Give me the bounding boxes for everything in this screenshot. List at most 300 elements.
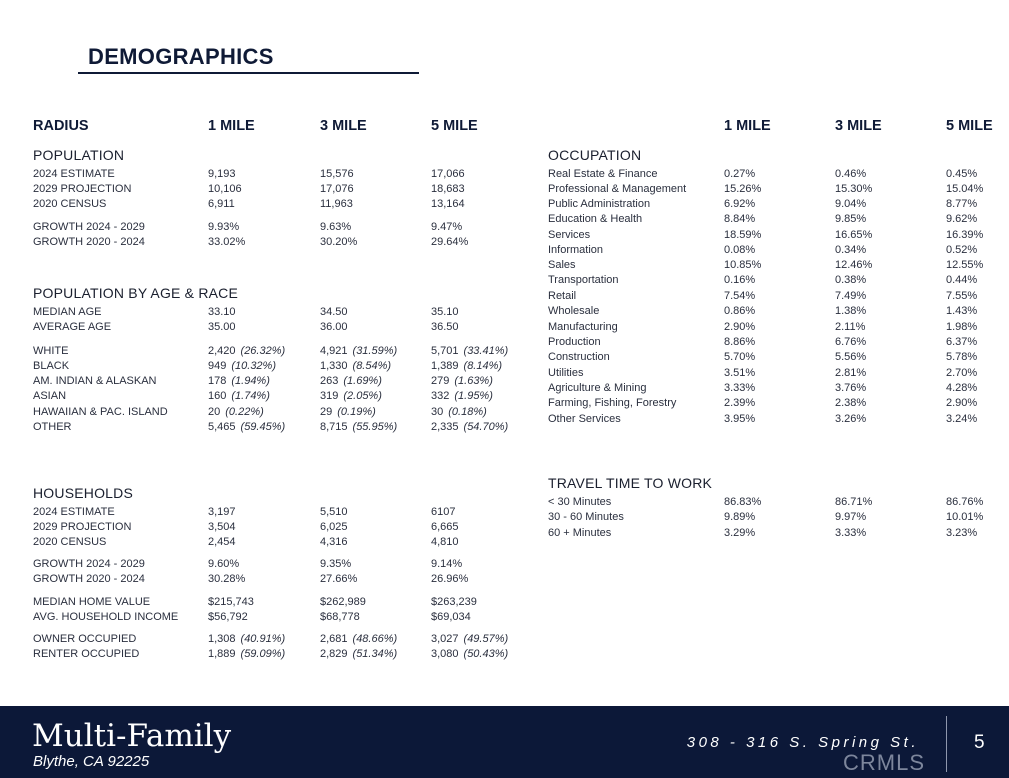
row-value-cell [320,359,391,374]
row-value-cell [946,258,983,273]
row-value-cell [724,304,755,319]
row-percent: (1.69%) [343,375,382,387]
row-percent: (1.63%) [454,375,493,387]
row-label: OWNER OCCUPIED [33,633,137,645]
row-value-cell [724,320,755,335]
row-value-cell [835,366,866,381]
row-value-cell [835,167,866,182]
row-label: GROWTH 2024 - 2029 [33,558,145,570]
header-occupation-3-mile: 3 MILE [835,118,882,134]
header-5-mile: 5 MILE [431,118,478,134]
row-label: Education & Health [548,213,643,225]
row-value-cell [208,610,248,625]
header-radius: RADIUS [33,118,89,134]
row-value: 6,911 [208,198,235,210]
row-value-cell [320,520,348,535]
row-label: 2020 CENSUS [33,536,107,548]
row-value-cell [320,389,382,404]
row-value-cell [208,632,285,647]
row-label: WHITE [33,345,69,357]
row-value: 5.70% [724,351,756,363]
row-value-cell [946,335,977,350]
row-value: 2,681 [320,633,348,645]
row-value-cell [835,396,866,411]
row-value-cell [835,412,866,427]
row-value: 3.29% [724,527,756,539]
row-label: 2029 PROJECTION [33,521,132,533]
row-value: 1.43% [946,305,978,317]
row-value-cell [835,526,866,541]
row-value: 0.86% [724,305,756,317]
row-value-cell [320,167,354,182]
row-value: 9.63% [320,221,352,233]
row-label: 60 + Minutes [548,527,612,539]
row-value-cell [724,258,761,273]
row-value: 263 [320,375,339,387]
row-label: AVG. HOUSEHOLD INCOME [33,611,179,623]
row-value: 8.84% [724,213,756,225]
row-value: 17,076 [320,183,354,195]
row-value: 13,164 [431,198,465,210]
row-value-cell [946,167,977,182]
row-value: 26.96% [431,573,469,585]
row-percent: (2.05%) [343,390,382,402]
row-value-cell [724,412,755,427]
row-value: 9.35% [320,558,352,570]
row-value: 2,335 [431,421,459,433]
row-value-cell [320,320,348,335]
row-label: 2020 CENSUS [33,198,107,210]
row-value-cell [208,320,236,335]
row-value: 4.28% [946,382,978,394]
row-value: 6107 [431,506,456,518]
row-value-cell [320,572,357,587]
row-value: 30.20% [320,236,358,248]
row-percent: (55.95%) [352,421,398,433]
row-value-cell [724,289,755,304]
row-value: 2.81% [835,367,867,379]
row-value: 9.04% [835,198,867,210]
row-label: GROWTH 2020 - 2024 [33,236,145,248]
row-value: $69,034 [431,611,471,623]
row-value-cell [835,304,866,319]
row-value: 9.62% [946,213,978,225]
row-value-cell [320,405,376,420]
row-value-cell [724,167,755,182]
row-value: 33.10 [208,306,236,318]
row-value: 279 [431,375,450,387]
header-occupation-5-mile: 5 MILE [946,118,993,134]
row-label: Transportation [548,274,619,286]
row-percent: (48.66%) [352,633,398,645]
row-value: 16.39% [946,229,984,241]
row-value-cell [835,212,866,227]
row-percent: (40.91%) [240,633,286,645]
row-value: 949 [208,360,227,372]
section-title-population: POPULATION [33,147,125,163]
row-value: 86.76% [946,496,984,508]
row-value-cell [208,557,239,572]
row-value: 6.37% [946,336,978,348]
row-label: HAWAIIAN & PAC. ISLAND [33,406,168,418]
row-label: RENTER OCCUPIED [33,648,140,660]
row-label: GROWTH 2024 - 2029 [33,221,145,233]
footer-brand: Multi-Family [32,718,232,754]
row-value-cell [431,344,508,359]
row-value: 17,066 [431,168,465,180]
row-value: 0.45% [946,168,978,180]
row-label: Retail [548,290,577,302]
row-label: < 30 Minutes [548,496,612,508]
row-value-cell [320,344,397,359]
row-value-cell [431,420,508,435]
row-value-cell [208,647,285,662]
row-value: 0.38% [835,274,867,286]
row-value-cell [208,595,254,610]
row-value-cell [946,526,977,541]
row-value-cell [431,610,471,625]
row-label: Construction [548,351,610,363]
row-value-cell [431,182,465,197]
row-value: 30 [431,406,444,418]
row-label: GROWTH 2020 - 2024 [33,573,145,585]
row-value-cell [208,305,236,320]
row-value: 7.49% [835,290,867,302]
row-value-cell [320,235,357,250]
row-percent: (54.70%) [463,421,509,433]
row-label: 2024 ESTIMATE [33,506,115,518]
row-value: $263,239 [431,596,477,608]
row-percent: (33.41%) [463,345,509,357]
section-title-travel-time: TRAVEL TIME TO WORK [548,475,713,491]
row-value-cell [946,228,983,243]
row-label: Services [548,229,591,241]
row-value: 0.44% [946,274,978,286]
row-value: $56,792 [208,611,248,623]
row-value-cell [320,505,348,520]
footer-address: 308 - 316 S. Spring St. [686,734,919,751]
row-value-cell [724,396,755,411]
row-label: Manufacturing [548,321,618,333]
row-percent: (0.19%) [337,406,376,418]
row-value-cell [208,197,235,212]
row-percent: (50.43%) [463,648,509,660]
row-value: 8.86% [724,336,756,348]
row-value-cell [431,389,493,404]
row-value-cell [320,557,351,572]
row-value: 178 [208,375,227,387]
row-value-cell [835,273,866,288]
row-value: 2.70% [946,367,978,379]
row-label: AM. INDIAN & ALASKAN [33,375,157,387]
row-value-cell [208,405,264,420]
row-value-cell [724,243,755,258]
row-value-cell [724,366,755,381]
row-value: 35.10 [431,306,459,318]
row-value: 2.11% [835,321,866,333]
row-value-cell [724,212,755,227]
row-value: 33.02% [208,236,246,248]
row-value-cell [835,335,866,350]
row-value-cell [946,320,977,335]
row-value: 3,080 [431,648,459,660]
row-value-cell [835,258,872,273]
row-value-cell [946,350,977,365]
row-value-cell [208,182,242,197]
row-value: 12.46% [835,259,873,271]
row-value-cell [208,389,270,404]
row-value-cell [320,305,348,320]
row-value: 1,330 [320,360,348,372]
row-value-cell [946,273,977,288]
row-value: 3,027 [431,633,459,645]
row-label: Public Administration [548,198,651,210]
row-value-cell [208,359,276,374]
row-label: 30 - 60 Minutes [548,511,624,523]
row-value: 20 [208,406,221,418]
row-value-cell [835,510,866,525]
row-value-cell [208,520,236,535]
row-value: 2.90% [724,321,756,333]
row-value: 30.28% [208,573,246,585]
row-value-cell [431,505,455,520]
row-value-cell [835,350,866,365]
row-value-cell [724,197,755,212]
row-label: Information [548,244,604,256]
row-percent: (59.45%) [240,421,286,433]
row-value-cell [431,595,477,610]
row-value-cell [320,220,351,235]
row-value: 11,963 [320,198,353,210]
row-percent: (1.95%) [454,390,493,402]
row-value: 86.83% [724,496,762,508]
footer-divider [946,716,947,772]
row-value: 5.56% [835,351,867,363]
row-value: 1,889 [208,648,236,660]
row-value: 3.76% [835,382,867,394]
row-value: 0.34% [835,244,867,256]
row-value: 9.14% [431,558,463,570]
row-value-cell [946,366,977,381]
row-value: 1,389 [431,360,459,372]
row-value-cell [320,610,360,625]
row-value: 4,921 [320,345,348,357]
row-value: 15.30% [835,183,873,195]
row-value: 1,308 [208,633,236,645]
row-value-cell [320,535,348,550]
crmls-watermark: CRMLS [842,750,925,775]
row-percent: (0.18%) [448,406,487,418]
page-number: 5 [974,732,985,753]
row-value-cell [835,243,866,258]
row-value-cell [946,182,983,197]
row-value: 10.85% [724,259,762,271]
row-value: 1.98% [946,321,978,333]
row-value: 16.65% [835,229,873,241]
row-value-cell [431,305,459,320]
header-occupation-1-mile: 1 MILE [724,118,771,134]
title-underline [78,72,419,74]
row-value: 2,420 [208,345,236,357]
row-value: 36.00 [320,321,348,333]
row-value: 0.27% [724,168,756,180]
row-value-cell [946,243,977,258]
row-value-cell [835,320,865,335]
row-value-cell [724,335,755,350]
row-value-cell [724,510,755,525]
row-value: 9.89% [724,511,756,523]
row-value: 9.97% [835,511,867,523]
row-label: Wholesale [548,305,600,317]
row-value: 9,193 [208,168,236,180]
row-value-cell [431,220,462,235]
row-value: 6.92% [724,198,756,210]
row-value-cell [208,344,285,359]
row-value-cell [208,420,285,435]
row-value-cell [724,182,761,197]
row-value-cell [320,197,353,212]
row-percent: (51.34%) [352,648,398,660]
row-value-cell [431,520,459,535]
row-value-cell [946,304,977,319]
row-value: 3,504 [208,521,236,533]
row-value-cell [835,381,866,396]
row-value: 4,316 [320,536,348,548]
row-value: 3.51% [724,367,756,379]
row-value: 3.24% [946,413,978,425]
row-label: Utilities [548,367,584,379]
row-percent: (1.74%) [231,390,270,402]
row-value-cell [208,235,245,250]
row-value: 2.38% [835,397,867,409]
row-label: 2029 PROJECTION [33,183,132,195]
row-label: Professional & Management [548,183,687,195]
row-value-cell [946,412,977,427]
row-label: Agriculture & Mining [548,382,647,394]
row-value-cell [946,381,977,396]
row-value: 3.23% [946,527,978,539]
row-label: Other Services [548,413,621,425]
header-1-mile: 1 MILE [208,118,255,134]
row-value-cell [431,167,465,182]
row-value-cell [431,374,493,389]
row-value-cell [320,420,397,435]
row-label: OTHER [33,421,72,433]
row-value: 18,683 [431,183,465,195]
row-value-cell [724,273,755,288]
row-value: $262,989 [320,596,366,608]
row-value: 0.08% [724,244,756,256]
row-value-cell [208,535,236,550]
row-percent: (49.57%) [463,633,509,645]
row-value: 9.47% [431,221,463,233]
row-value: 15.04% [946,183,984,195]
row-value-cell [208,167,236,182]
section-title-age-race: POPULATION BY AGE & RACE [33,285,239,301]
row-value-cell [431,572,468,587]
row-percent: (59.09%) [240,648,286,660]
row-value: 8.77% [946,198,978,210]
row-value: 319 [320,390,339,402]
row-label: Production [548,336,601,348]
row-value: 34.50 [320,306,348,318]
row-value: 3.26% [835,413,867,425]
row-percent: (8.54%) [352,360,392,372]
row-percent: (26.32%) [240,345,286,357]
row-value: 3.33% [724,382,756,394]
page-title: DEMOGRAPHICS [88,44,274,69]
row-value-cell [946,197,977,212]
row-value: 10,106 [208,183,242,195]
row-value-cell [835,228,872,243]
row-value: 2.90% [946,397,978,409]
row-value: 0.52% [946,244,978,256]
row-value-cell [208,220,239,235]
row-value: 6,665 [431,521,459,533]
row-value-cell [320,647,397,662]
row-value: 35.00 [208,321,236,333]
row-label: Sales [548,259,576,271]
row-value-cell [431,320,459,335]
row-value: 29.64% [431,236,469,248]
row-value-cell [320,595,366,610]
row-value: 5,701 [431,345,459,357]
row-value-cell [835,182,872,197]
row-value: 18.59% [724,229,762,241]
row-value-cell [208,572,245,587]
row-label: AVERAGE AGE [33,321,112,333]
footer-bar [0,706,1009,778]
row-value: 5,510 [320,506,348,518]
row-label: MEDIAN AGE [33,306,102,318]
row-value: 6,025 [320,521,348,533]
row-value: $215,743 [208,596,254,608]
row-value: 15.26% [724,183,762,195]
section-title-households: HOUSEHOLDS [33,485,134,501]
row-label: BLACK [33,360,70,372]
row-value: 332 [431,390,450,402]
row-value: 36.50 [431,321,459,333]
row-value-cell [724,495,761,510]
row-value-cell [946,495,983,510]
row-value-cell [320,632,397,647]
row-value: 3.33% [835,527,867,539]
row-value-cell [724,350,755,365]
row-value-cell [431,359,502,374]
row-value: 2.39% [724,397,756,409]
row-label: ASIAN [33,390,67,402]
row-value-cell [946,396,977,411]
row-label: 2024 ESTIMATE [33,168,115,180]
footer-city: Blythe, CA 92225 [33,753,150,770]
row-value-cell [431,557,462,572]
row-value-cell [431,535,459,550]
row-value: 0.46% [835,168,867,180]
row-percent: (31.59%) [352,345,398,357]
row-percent: (10.32%) [231,360,276,372]
section-title-occupation: OCCUPATION [548,147,642,163]
row-percent: (1.94%) [231,375,270,387]
row-value: 10.01% [946,511,984,523]
row-value-cell [431,632,508,647]
row-value: 29 [320,406,333,418]
row-value: 7.55% [946,290,978,302]
row-value: $68,778 [320,611,360,623]
row-value: 2,829 [320,648,348,660]
row-value: 1.38% [835,305,867,317]
row-value: 2,454 [208,536,236,548]
row-value-cell [724,228,761,243]
